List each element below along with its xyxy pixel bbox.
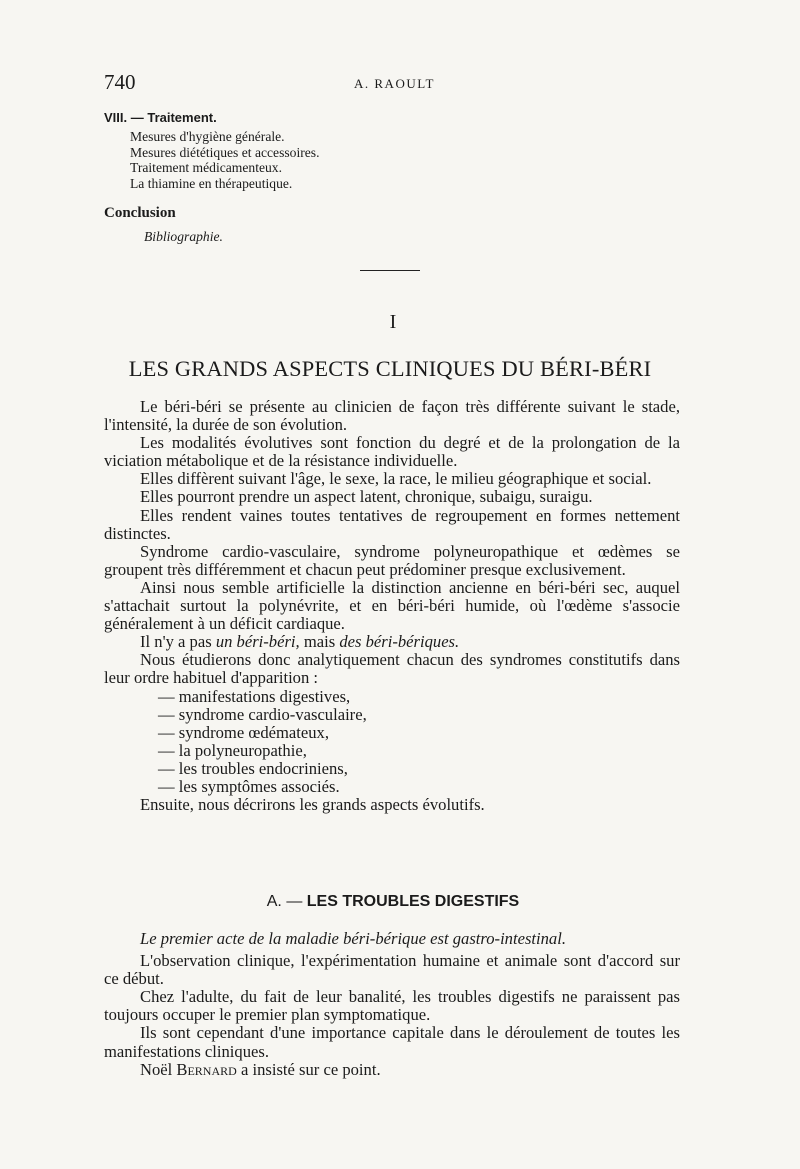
text-run: Noël (140, 1059, 177, 1079)
subsection-body-text (104, 930, 680, 1079)
paragraph (104, 1061, 680, 1079)
page-number: 740 (104, 70, 136, 94)
text-run: a insisté sur ce point. (236, 1059, 381, 1079)
toc-item: Traitement médicamenteux. (130, 160, 283, 176)
toc-items (130, 129, 664, 191)
paragraph: Elles rendent vaines toutes tentatives de regroupement en formes nettement distinctes. (104, 505, 680, 543)
subsection-prefix: A. — (266, 893, 307, 910)
syndrome-list (158, 688, 680, 797)
paragraph: Chez l'adulte, du fait de leur banalité, les troubles digestifs ne paraissent pas toujours occuper le premier plan symptomatique. (104, 987, 680, 1025)
toc-item: Mesures diététiques et accessoires. (130, 144, 320, 160)
section-divider (360, 270, 420, 271)
section-title: LES GRANDS ASPECTS CLINIQUES DU BÉRI-BÉRI (128, 356, 652, 381)
running-head: A. RAOULT (354, 76, 435, 91)
paragraph: Ils sont cependant d'une importance capitale dans le déroulement de toutes les manifestations cliniques. (104, 1023, 680, 1061)
subsection-heading (0, 893, 786, 911)
paragraph: Le béri-béri se présente au clinicien de façon très différente suivant le stade, l'intensité, la durée de son évolution. (104, 397, 680, 435)
paragraph: Ainsi nous semble artificielle la distinction ancienne en béri-béri sec, auquel s'attachait surtout la polynévrite, et en béri-béri humide, où l'œdème s'associe généralement à un déficit cardiaque. (104, 577, 680, 634)
list-item: — les symptômes associés. (158, 776, 340, 796)
paragraph: Les modalités évolutives sont fonction du degré et de la prolongation de la viciation métabolique et de la résistance individuelle. (104, 433, 680, 471)
paragraph: Ensuite, nous décrirons les grands aspects évolutifs. (140, 795, 485, 815)
text-run: mais (299, 632, 340, 652)
paragraph: L'observation clinique, l'expérimentation humaine et animale sont d'accord sur ce début. (104, 951, 680, 989)
paragraph: Elles diffèrent suivant l'âge, le sexe, la race, le milieu géographique et social. (140, 469, 652, 489)
lead-sentence: Le premier acte de la maladie béri-bérique est gastro-intestinal. (140, 929, 566, 948)
paragraph: Elles pourront prendre un aspect latent, chronique, subaigu, suraigu. (140, 487, 593, 507)
toc-bibliography: Bibliographie. (144, 229, 223, 245)
page-header (104, 70, 684, 94)
section-numeral: I (389, 311, 397, 333)
toc-item: La thiamine en thérapeutique. (130, 175, 293, 191)
list-item: — la polyneuropathie, (158, 740, 307, 760)
subsection-title: LES TROUBLES DIGESTIFS (306, 893, 520, 910)
toc-item: Mesures d'hygiène générale. (130, 129, 285, 144)
list-item: — syndrome œdémateux, (158, 722, 329, 742)
italic-text: des béri-bériques. (339, 632, 460, 652)
text-run: Il n'y a pas (140, 632, 216, 652)
toc-section-heading: VIII. — Traitement. (104, 110, 217, 125)
list-item: — les troubles endocriniens, (158, 758, 348, 778)
list-item: — syndrome cardio-vasculaire, (158, 704, 367, 724)
main-body-text (104, 398, 680, 814)
paragraph: Nous étudierons donc analytiquement chacun des syndromes constitutifs dans leur ordre habituel d'apparition : (104, 650, 680, 688)
toc-conclusion: Conclusion (104, 205, 176, 222)
table-of-contents (104, 110, 664, 245)
list-item: — manifestations digestives, (158, 686, 351, 706)
paragraph (104, 633, 680, 651)
author-name: Bernard (176, 1059, 237, 1079)
paragraph: Syndrome cardio-vasculaire, syndrome polyneuropathique et œdèmes se groupent très différemment et chacun peut prédominer presque exclusivement. (104, 541, 680, 579)
italic-text: un béri-béri, (215, 632, 300, 652)
